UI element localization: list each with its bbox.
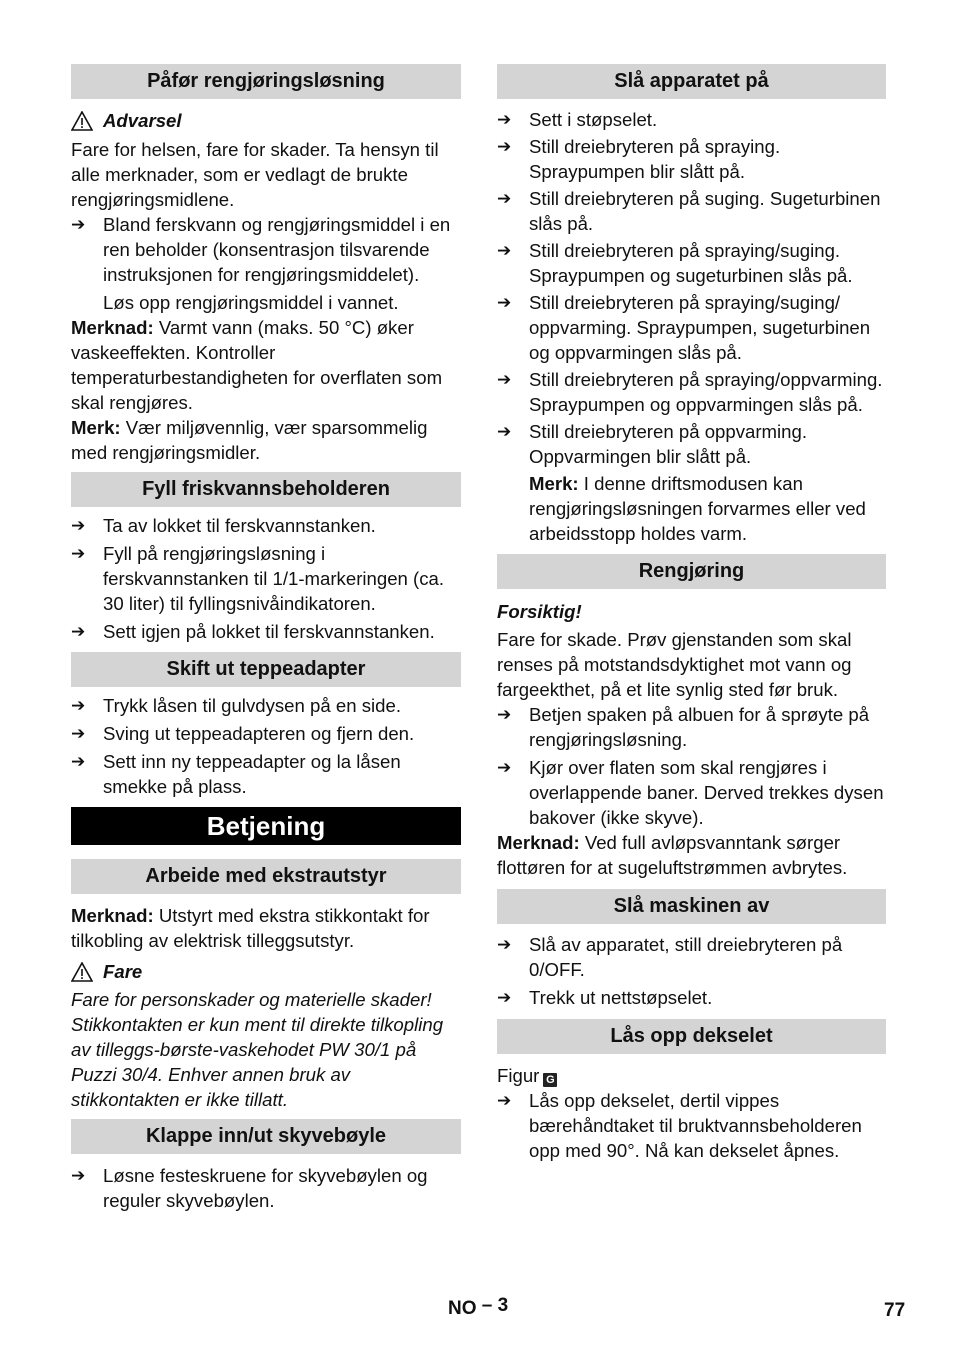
warning-triangle-icon: [71, 962, 93, 982]
arrow-icon: ➔: [497, 189, 512, 208]
arrow-icon: ➔: [497, 293, 512, 312]
arrow-icon: ➔: [497, 241, 512, 260]
list-item-text: Sett igjen på lokket til ferskvannstanken.: [103, 621, 435, 642]
list-item-text: Ta av lokket til ferskvannstanken.: [103, 515, 376, 536]
list-item: [497, 419, 886, 469]
list-item: [497, 985, 886, 1010]
list-item-text: Still dreiebryteren på oppvarming. Oppvarmingen blir slått på.: [529, 421, 808, 467]
list-item-text: Sett i støpselet.: [529, 109, 658, 130]
list-item: [497, 107, 886, 132]
arrow-icon: ➔: [71, 696, 86, 715]
list-item-text: Still dreiebryteren på suging. Sugeturbinen slås på.: [529, 188, 881, 234]
note-text: Utstyrt med ekstra stikkontakt for tilkobling av elektrisk tilleggsutstyr.: [71, 905, 430, 951]
arrow-icon: ➔: [71, 215, 86, 234]
tip-text: I denne driftsmodusen kan rengjøringsløsningen forvarmes eller ved arbeidsstopp holdes varm.: [529, 473, 866, 544]
list-item: [497, 367, 886, 417]
footer-page-number: 77: [884, 1300, 906, 1321]
tip-paragraph: [71, 415, 461, 465]
list-item-text: Still dreiebryteren på spraying/oppvarming. Spraypumpen og oppvarmingen slås på.: [529, 369, 883, 415]
section-heading-unlock-cover: Lås opp dekselet: [497, 1019, 886, 1054]
list-item-text: Bland ferskvann og rengjøringsmiddel i en ren beholder (konsentrasjon tilsvarende instruksjonen for rengjøringsmiddelet).: [103, 214, 451, 285]
note-text: Varmt vann (maks. 50 °C) øker vaskeeffekten. Kontroller temperaturbestandigheten for overflaten som skal rengjøres.: [71, 317, 443, 413]
caution-label: Forsiktig!: [497, 601, 582, 622]
list-item-text: Betjen spaken på albuen for å sprøyte på rengjøringsløsning.: [529, 704, 870, 750]
list-item-text: Lås opp dekselet, dertil vippes bærehåndtaket til bruktvannsbeholderen opp med 90°. Nå kan dekselet åpnes.: [529, 1090, 862, 1161]
list-item-text: Sving ut teppeadapteren og fjern den.: [103, 723, 415, 744]
arrow-icon: ➔: [497, 758, 512, 777]
list-item: [71, 541, 461, 616]
list-item: [497, 932, 886, 982]
list-item: [497, 755, 886, 830]
danger-title: [71, 959, 461, 984]
danger-text: Fare for personskader og materielle skader! Stikkontakten er kun ment til direkte tilkopling av tilleggs-børste-vaskehodet PW 30/1 på Puzzi 30/4. Enhver annen bruk av stikkontakten er ikke tillatt.: [71, 989, 444, 1110]
arrow-icon: ➔: [71, 622, 86, 641]
figure-label: Figur: [497, 1065, 540, 1086]
figure-reference: [497, 1063, 886, 1088]
list-item-text: Kjør over flaten som skal rengjøres i overlappende baner. Derved trekkes dysen bakover (ikke skyve).: [529, 757, 884, 828]
list-item-text: Trykk låsen til gulvdysen på en side.: [103, 695, 401, 716]
list-item-text: Still dreiebryteren på spraying/suging. Spraypumpen og sugeturbinen slås på.: [529, 240, 853, 286]
section-heading-cleaning: Rengjøring: [497, 554, 886, 589]
warning-text: Fare for helsen, fare for skader. Ta hensyn til alle merknader, som er vedlagt de brukte rengjøringsmidlene.: [71, 139, 439, 210]
arrow-icon: ➔: [497, 370, 512, 389]
list-item: [71, 513, 461, 538]
arrow-icon: ➔: [497, 1091, 512, 1110]
list-item-text: Slå av apparatet, still dreiebryteren på 0/OFF.: [529, 934, 843, 980]
note-label: Merknad:: [71, 317, 154, 338]
tip-label: Merk:: [71, 417, 121, 438]
caution-text: Fare for skade. Prøv gjenstanden som skal renses på motstandsdyktighet mot vann og fargeekthet, på et lite synlig sted før bruk.: [497, 629, 852, 700]
note-text: Ved full avløpsvanntank sørger flottøren for at sugeluftstrømmen avbrytes.: [497, 832, 848, 878]
list-item: [497, 702, 886, 752]
warning-label: Advarsel: [103, 110, 182, 131]
arrow-icon: ➔: [497, 110, 512, 129]
list-item-text: Still dreiebryteren på spraying/suging/ oppvarming. Spraypumpen, sugeturbinen og oppvarmingen slås på.: [529, 292, 871, 363]
note-label: Merknad:: [497, 832, 580, 853]
list-item: [71, 721, 461, 746]
figure-letter-badge: G: [543, 1073, 557, 1087]
note-paragraph: [71, 315, 461, 415]
arrow-icon: ➔: [497, 988, 512, 1007]
warning-triangle-icon: [71, 111, 93, 131]
list-item: [71, 693, 461, 718]
list-item-text: Løsne festeskruene for skyvebøylen og reguler skyvebøylen.: [103, 1165, 428, 1211]
note-paragraph: [71, 903, 461, 953]
list-item: [71, 749, 461, 799]
note-paragraph: [497, 830, 886, 880]
list-item-text: Sett inn ny teppeadapter og la låsen smekke på plass.: [103, 751, 401, 797]
tip-label: Merk:: [529, 473, 579, 494]
list-item: [497, 134, 886, 184]
warning-title: [71, 108, 461, 133]
arrow-icon: ➔: [71, 752, 86, 771]
right-column: [497, 64, 886, 1163]
tip-text: Vær miljøvennlig, vær sparsommelig med rengjøringsmidler.: [71, 417, 428, 463]
section-heading-fill-tank: Fyll friskvannsbeholderen: [71, 472, 461, 507]
list-item: [497, 186, 886, 236]
tip-paragraph: [497, 471, 886, 546]
arrow-icon: ➔: [71, 724, 86, 743]
list-item: [71, 212, 461, 287]
footer-section-label: [448, 1295, 509, 1320]
chapter-heading-operation: Betjening: [71, 807, 461, 845]
arrow-icon: ➔: [497, 705, 512, 724]
left-column: [71, 64, 461, 1213]
list-item: [497, 1088, 886, 1163]
arrow-icon: ➔: [71, 1166, 86, 1185]
instruction-text: Løs opp rengjøringsmiddel i vannet.: [103, 292, 399, 313]
arrow-icon: ➔: [497, 137, 512, 156]
section-heading-switch-off: Slå maskinen av: [497, 889, 886, 924]
section-heading-accessories: Arbeide med ekstrautstyr: [71, 859, 461, 894]
arrow-icon: ➔: [71, 544, 86, 563]
footer-language: NO: [448, 1298, 477, 1319]
footer-section-page: – 3: [481, 1295, 509, 1316]
danger-label: Fare: [103, 961, 143, 982]
list-item: [497, 238, 886, 288]
arrow-icon: ➔: [497, 935, 512, 954]
arrow-icon: ➔: [497, 422, 512, 441]
list-item: [71, 619, 461, 644]
note-label: Merknad:: [71, 905, 154, 926]
arrow-icon: ➔: [71, 516, 86, 535]
section-heading-carpet-adapter: Skift ut teppeadapter: [71, 652, 461, 687]
list-item-text: Still dreiebryteren på spraying. Spraypumpen blir slått på.: [529, 136, 781, 182]
section-heading-switch-on: Slå apparatet på: [497, 64, 886, 99]
list-item-text: Fyll på rengjøringsløsning i ferskvannstanken til 1/1-markeringen (ca. 30 liter) til fyllingsnivåindikatoren.: [103, 543, 445, 614]
list-item-text: Trekk ut nettstøpselet.: [529, 987, 713, 1008]
list-item: [71, 1163, 461, 1213]
section-heading-apply-solution: Påfør rengjøringsløsning: [71, 64, 461, 99]
list-item: [497, 290, 886, 365]
section-heading-push-handle: Klappe inn/ut skyvebøyle: [71, 1119, 461, 1154]
